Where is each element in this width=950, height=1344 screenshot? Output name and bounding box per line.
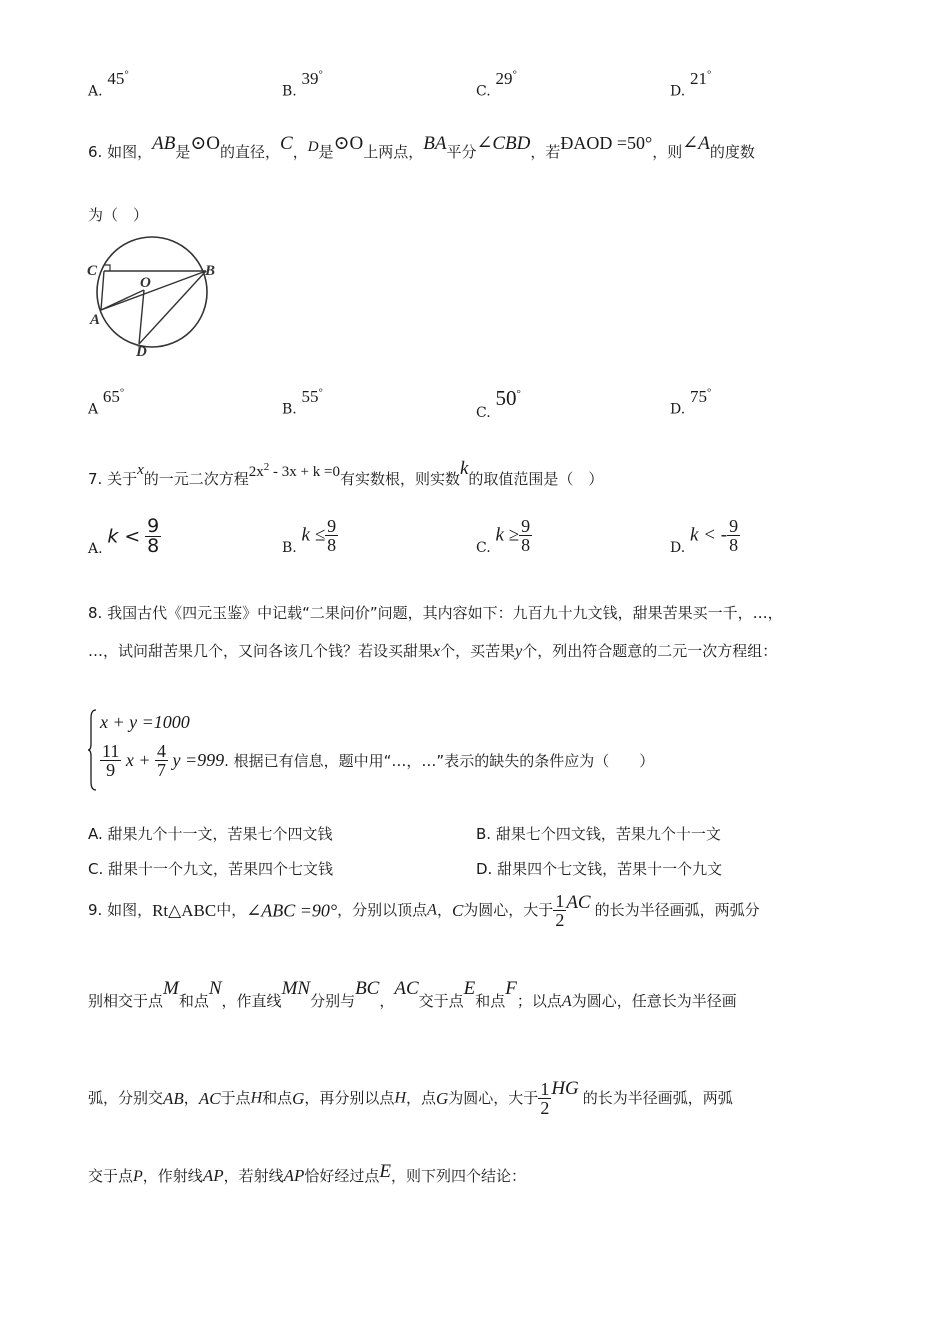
degree-sign: ° [512,68,517,80]
q9-stem-line1 [88,892,760,929]
math-equation [248,461,340,480]
denominator: 7 [156,760,166,780]
math-AC: AC [394,978,419,999]
degree-sign: ° [124,68,129,80]
math-circle-O: ⊙O [333,133,364,154]
math-N: N [208,978,222,999]
q7-option-c [476,517,532,554]
text: ，再分别以点 [304,1089,395,1107]
q8-stem-line2 [88,640,777,661]
text: 的直径， [219,143,280,161]
denominator: 8 [327,535,337,555]
math-circle-O: ⊙O [190,133,220,154]
text: 的长为半径画弧，两弧 [582,1089,733,1107]
fraction-one-half [553,892,566,929]
q6-circle-figure [84,230,224,360]
segment-od [139,290,144,344]
fraction-4-7 [155,742,168,779]
math-BC: BC [355,978,380,999]
math-BA: BA [423,133,447,154]
option-value [495,386,520,410]
q8-option-b: B. 甜果七个四文钱，苦果九个十一文 [476,825,721,843]
option-value [107,69,128,88]
q7-stem [88,458,604,490]
option-lhs: k ≥ [495,524,520,546]
option-value [302,69,323,88]
math-angle-ABC: ∠ABC =90° [246,900,338,921]
text: 交于点 [88,1167,134,1185]
equation-1 [100,712,190,733]
text: 别相交于点 [88,992,164,1010]
math-G: G [436,1089,449,1108]
q6-option-b [282,386,323,419]
option-lhs: k < [107,525,141,548]
q8-stem-line1: 8. 我国古代《四元玉鉴》中记载“二果问价”问题，其内容如下：九百九十九文钱，甜果苦果买一千，…， [88,604,783,622]
left-brace-icon [88,708,98,792]
denominator: 2 [555,910,565,930]
q6-option-d [670,386,712,419]
equation-2 [100,742,654,779]
eq-part: 2x [248,464,264,480]
text: ， [436,901,452,919]
option-letter: A. [88,540,103,557]
text: ，若 [530,143,561,161]
math-angle-A: ∠A [682,133,710,154]
math-angle-CBD: ∠CBD [476,133,531,154]
option-letter: B. [282,539,297,556]
option-letter: D. [670,401,686,418]
text: 的长为半径画弧，两弧分 [594,901,760,919]
q7-option-a [88,517,161,556]
option-value [690,387,711,406]
math-AB: AB [152,133,176,154]
denominator: 9 [106,760,116,780]
text: 为圆心，大于 [448,1089,539,1107]
value-text: 39 [301,68,319,88]
option-letter: C. [476,539,491,556]
fraction-9-8 [325,517,338,554]
value-text: 45 [107,68,125,88]
math-y: y [515,643,523,660]
q9-stem-line4 [88,1161,527,1187]
math-AB: AB [163,1089,184,1108]
denominator: 2 [540,1098,550,1118]
segment-ab [101,271,206,310]
eq-exponent: 2 [263,461,270,473]
math-rt-triangle: Rt△ABC [152,901,217,920]
math-x: x [137,462,144,478]
math-x: x [433,643,441,660]
value-text: 50 [495,386,517,410]
math-k: k [459,458,469,479]
value-text: 75 [689,386,707,406]
text: 中， [216,901,247,919]
q5-option-b [282,68,323,101]
numerator: 9 [327,516,337,536]
degree-sign: ° [516,388,521,400]
fraction-9-8 [519,517,532,554]
denominator: 8 [729,535,739,555]
text: ，则 [652,143,683,161]
text: 的度数 [709,143,755,161]
text: 于点 [220,1089,251,1107]
math-M: M [163,978,179,999]
fraction-9-8 [727,517,740,554]
text: ；以点 [516,992,562,1010]
option-letter: A [88,401,99,418]
option-letter: D. [670,83,686,100]
q8-option-c: C. 甜果十一个九文，苦果四个七文钱 [88,860,334,878]
q8-option-a: A. 甜果九个十一文，苦果七个四文钱 [88,825,333,843]
option-lhs: k ≤ [301,524,326,546]
text: ，作直线 [221,992,282,1010]
text: ，若射线 [223,1167,284,1185]
text: 恰好经过点 [304,1167,380,1185]
numerator: 9 [521,516,531,536]
math-C: C [280,133,293,154]
text: 是 [318,143,334,161]
numerator: 1 [555,891,565,911]
numerator: 9 [147,515,160,537]
math-A: A [427,901,437,919]
math-G: G [292,1089,305,1108]
option-value [495,69,516,88]
option-letter: D. [670,539,686,556]
option-letter: B. [282,401,297,418]
segment-ao [101,290,144,310]
q6-option-a [88,386,125,419]
fraction-one-half [538,1080,551,1117]
math-MN: MN [281,978,311,999]
text: ，点 [406,1089,437,1107]
q6-stem-line2: 为（ ） [88,206,149,224]
text: ， [379,992,395,1010]
degree-sign: ° [318,386,323,398]
text: 和点 [475,992,506,1010]
math-F: F [505,978,517,999]
text: 为圆心，任意长为半径画 [571,992,737,1010]
label-C: C [87,263,98,279]
text: . 根据已有信息，题中用“…，…”表示的缺失的条件应为（ ） [224,752,655,770]
q9-stem-line2 [88,978,737,1012]
q5-option-a [88,68,129,101]
text: 有实数根，则实数 [339,470,460,488]
value-text: 55 [301,386,319,406]
q7-option-b [282,517,338,554]
text: 和点 [178,992,209,1010]
question-number: 6. 如图， [88,143,153,161]
q8-option-d: D. 甜果四个七文钱，苦果十一个九文 [476,860,723,878]
label-B: B [205,263,216,279]
math-AP: AP [202,1166,224,1185]
degree-sign: ° [706,386,712,398]
segment-ca [101,271,104,310]
fraction-11-9 [100,742,121,779]
option-value [690,69,711,88]
math-H: H [394,1089,406,1107]
math-HG: HG [551,1078,579,1099]
math-E: E [463,978,476,999]
text: 的取值范围是（ ） [468,470,604,488]
option-letter: B. [282,83,297,100]
numerator: 4 [156,741,166,761]
text: ，作射线 [142,1167,203,1185]
value-text: 29 [495,68,513,88]
text: 的一元二次方程 [143,470,249,488]
text: ，分别以顶点 [337,901,428,919]
numerator: 9 [729,516,739,536]
math-angle-AOD: ĐAOD =50° [560,133,653,153]
question-number: 9. 如图， [88,901,153,919]
text: ，则下列四个结论： [391,1167,527,1185]
value-text: 21 [689,68,707,88]
text: 为圆心，大于 [463,901,554,919]
math-AC: AC [198,1089,221,1108]
eq-part: - 3x + k =0 [269,464,340,480]
text: 个，买苦果 [440,642,516,660]
numerator: 11 [102,741,120,761]
numerator: 1 [540,1079,550,1099]
q9-stem-line3 [88,1080,733,1117]
q5-option-c [476,68,517,101]
q8-equation-system [88,708,688,792]
text: 交于点 [418,992,464,1010]
math-E: E [379,1161,392,1182]
text: 是 [175,143,191,161]
degree-sign: ° [318,68,323,80]
text: 弧，分别交 [88,1089,164,1107]
question-number: 7. 关于 [88,470,138,488]
q5-option-d [670,68,712,101]
text: 平分 [446,143,477,161]
degree-sign: ° [119,386,125,398]
math-D: D [307,139,319,155]
option-letter: A. [88,83,103,100]
label-A: A [90,312,101,328]
math-C: C [451,901,464,920]
denominator: 8 [521,535,531,555]
option-letter: C. [476,405,491,421]
equation-text: x + [125,750,151,770]
text: 个，列出符合题意的二元一次方程组： [522,642,778,660]
text: 上两点， [363,143,424,161]
math-H: H [250,1089,263,1107]
option-letter: C. [476,83,491,100]
math-AP: AP [283,1166,305,1185]
fraction-9-8 [145,517,161,556]
option-value [103,387,124,406]
math-A: A [561,993,572,1010]
option-value [302,387,323,406]
text: 分别与 [310,992,356,1010]
equation-text: y =999 [172,750,225,770]
text: ， [292,143,308,161]
right-angle-mark [104,265,110,271]
label-O: O [140,275,151,291]
text: 和点 [262,1089,293,1107]
q7-option-d [670,517,740,554]
value-text: 65 [102,386,120,406]
q6-option-c [476,386,521,423]
denominator: 8 [147,535,160,557]
option-lhs: k < - [689,524,728,546]
math-P: P [133,1168,143,1185]
text: …，试问甜苦果几个，又问各该几个钱？若设买甜果 [88,642,434,660]
q6-stem [88,133,755,163]
text: ， [183,1089,199,1107]
equation-text: x + y =1000 [100,712,190,732]
math-AC: AC [566,892,591,913]
label-D: D [136,344,147,360]
degree-sign: ° [706,68,712,80]
